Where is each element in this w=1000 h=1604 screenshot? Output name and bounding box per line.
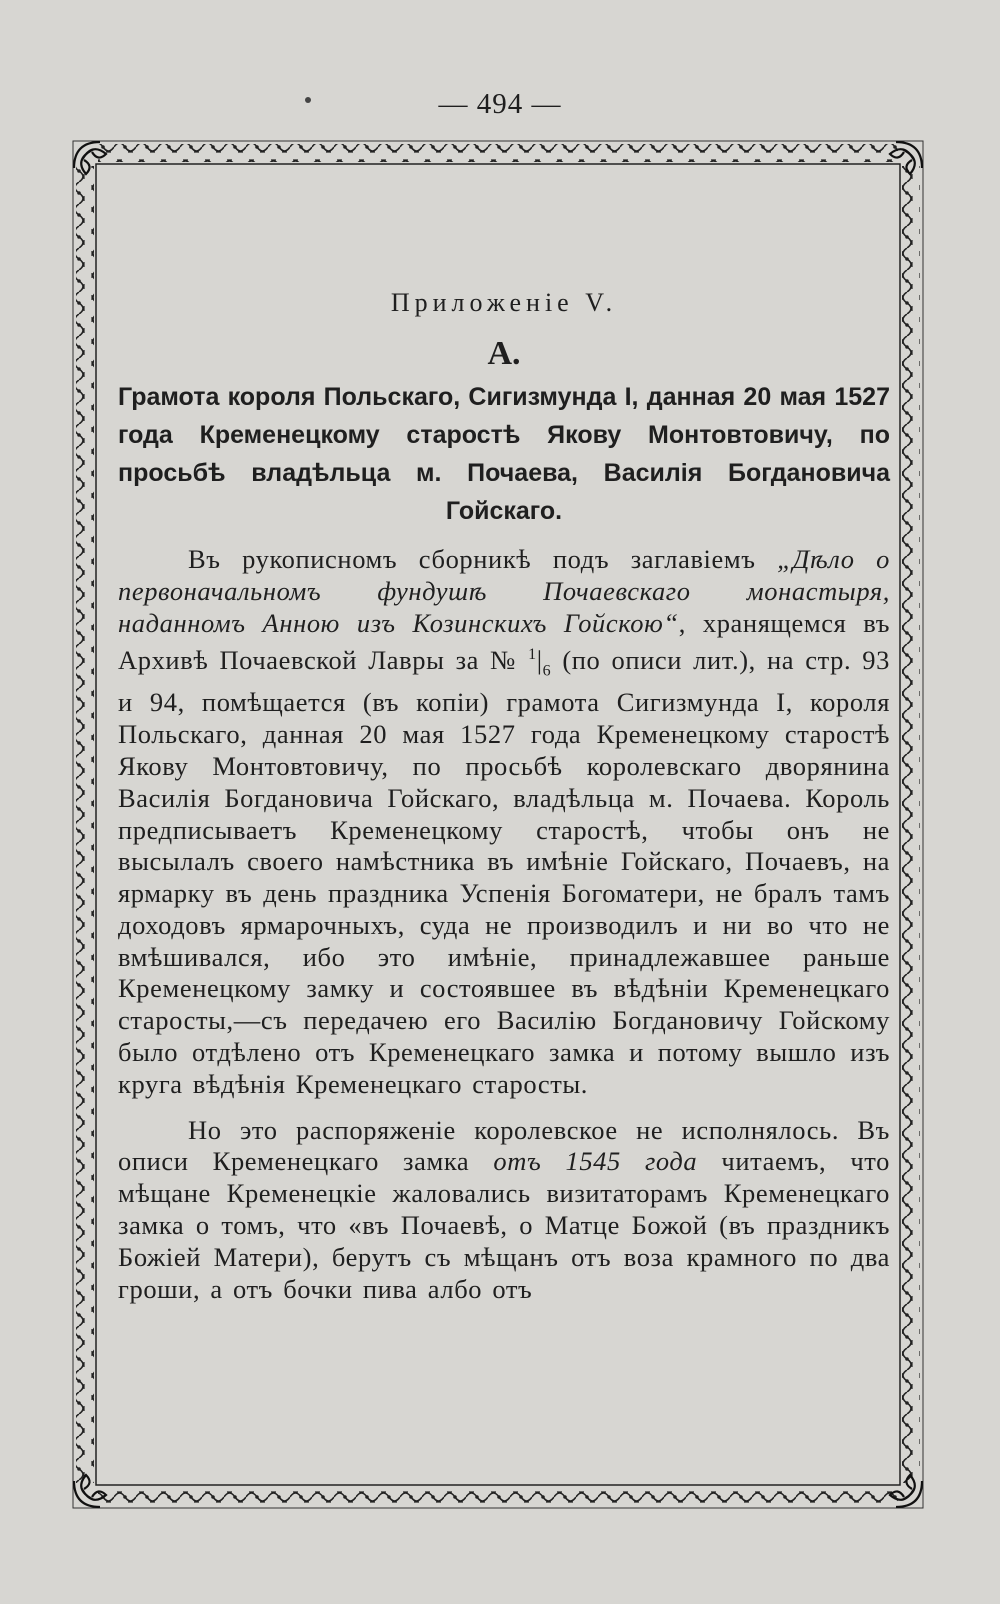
manuscript-title: „Дѣло о первоначальномъ фундушѣ Почаевскаго монастыря, наданномъ Анною изъ Козинскихъ Гойскою“ (118, 544, 890, 638)
paragraph-1-body: (по описи лит.), на стр. 93 и 94, помѣщается (въ копіи) грамота Сигизмунда I, короля Польскаго, данная 20 мая 1527 года Кременецкому старостѣ Якову Монтовтовичу, по просьбѣ королевскаго дворянина Василія Богдановича Гойскаго, владѣльца м. Почаева. Король предписываетъ Кременецкому старостѣ, чтобы онъ не высылалъ своего намѣстника въ имѣніе Гойскаго, Почаевъ, на ярмарку въ день праздника Успенія Богоматери, не бралъ тамъ доходовъ ярмарочныхъ, суда не производилъ и ни во что не вмѣшивался, ибо это имѣніе, принадлежавшее раньше Кременецкому замку и состоявшее въ вѣдѣніи Кременецкаго старосты,—съ передачею его Василію Богдановичу Гойскому было отдѣлено отъ Кременецкаго замка и потому вышло изъ круга вѣдѣнія Кременецкаго старосты. (118, 645, 890, 1099)
paragraph-1-archive: , хранящемся въ Архивѣ Почаевской Лавры за № (118, 607, 891, 676)
paragraph-2-body: читаемъ, что мѣщане Кременецкіе жаловались визитаторамъ Кременецкаго замка о томъ, что «въ Почаевѣ, о Матце Божой (въ праздникъ Божіей Матери), берутъ съ мѣщанъ отъ воза крамного по два гроши, а отъ бочки пива албо отъ (118, 1146, 890, 1304)
inventory-date: отъ 1545 года (493, 1146, 698, 1177)
catalog-number-top: 1 (528, 646, 537, 664)
page-content (118, 280, 890, 1305)
catalog-number: $^1|_6$ (528, 645, 552, 680)
paragraph-1 (118, 544, 890, 1101)
document-title: Грамота короля Польскаго, Сигизмунда I, данная 20 мая 1527 года Кременецкому старостѣ Якову Монтовтовичу, по просьбѣ владѣльца м. Почаева, Василія Богдановича Гойскаго. (118, 383, 890, 525)
appendix-heading: Приложеніе V. (390, 288, 618, 317)
paragraph-2-intro: Но это распоряженіе королевское не исполнялось. Въ описи Кременецкаго замка (118, 1114, 890, 1177)
page-number: — 494 — (438, 88, 562, 120)
section-letter: А. (487, 335, 521, 372)
paragraph-1-intro: Въ рукописномъ сборникѣ подъ заглавіемъ (188, 544, 756, 574)
paragraph-2 (118, 1115, 890, 1306)
catalog-number-bottom: 6 (542, 662, 552, 680)
